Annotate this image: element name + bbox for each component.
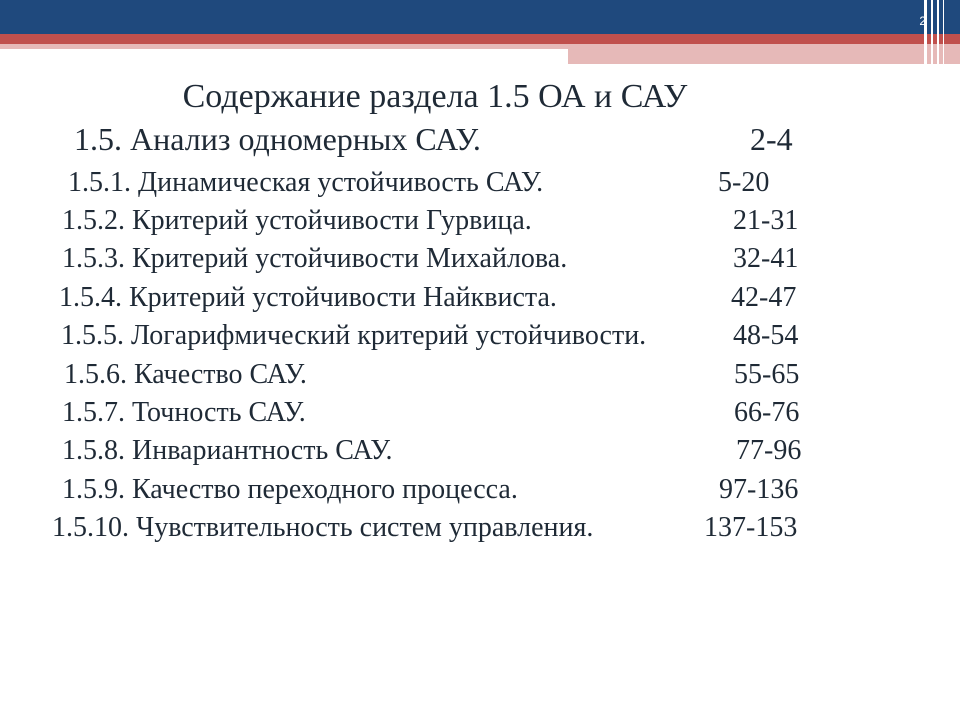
toc-entry	[62, 243, 799, 275]
toc-entry-text: 1.5.9. Качество переходного процесса.	[62, 474, 518, 505]
slide-number: 2	[919, 14, 926, 28]
toc-entry-text: 1.5.1. Динамическая устойчивость САУ.	[68, 167, 544, 198]
toc-entry-pages: 66-76	[734, 397, 800, 428]
toc-entry-text: 1.5.3. Критерий устойчивости Михайлова.	[62, 243, 568, 274]
toc-entry	[62, 397, 800, 429]
toc-entry-text: 1.5. Анализ одномерных САУ.	[74, 121, 481, 157]
toc-entry-text: 1.5.8. Инвариантность САУ.	[62, 435, 393, 466]
toc-entry-text: 1.5.5. Логарифмический критерий устойчивости.	[61, 320, 647, 351]
toc-entry-text: 1.5.6. Качество САУ.	[64, 359, 307, 390]
toc-entry-pages: 137-153	[704, 512, 798, 543]
header-bar-blue	[0, 0, 960, 34]
toc-entry-text: 1.5.4. Критерий устойчивости Найквиста.	[59, 282, 557, 313]
toc-entry	[62, 205, 799, 237]
header-stripe	[931, 0, 933, 66]
toc-entry-pages: 5-20	[718, 167, 770, 198]
toc-entry-pages: 77-96	[736, 435, 802, 466]
toc-entry	[62, 435, 802, 467]
toc-entry-text: 1.5.7. Точность САУ.	[62, 397, 306, 428]
toc-entry-pages: 32-41	[733, 243, 799, 274]
toc-entry-pages: 2-4	[750, 121, 793, 157]
toc-entry	[62, 474, 799, 506]
header-bar-red	[0, 34, 960, 44]
header-bar-pink	[0, 44, 568, 49]
toc-entry-pages: 48-54	[733, 320, 799, 351]
toc-entry	[68, 167, 770, 199]
toc-entry	[59, 282, 797, 314]
header-bar-pink-right	[568, 44, 960, 64]
toc-entry	[61, 320, 799, 352]
toc-entry	[52, 512, 798, 544]
toc-entry-text: 1.5.2. Критерий устойчивости Гурвица.	[62, 205, 532, 236]
toc-entry	[74, 121, 793, 158]
toc-entry-text: 1.5.10. Чувствительность систем управления.	[52, 512, 594, 543]
header-stripe	[937, 0, 939, 66]
toc-entry	[64, 359, 800, 391]
slide-title: Содержание раздела 1.5 ОА и САУ	[182, 78, 688, 115]
toc-entry-pages: 97-136	[719, 474, 799, 505]
toc-entry-pages: 21-31	[733, 205, 799, 236]
toc-entry-pages: 42-47	[731, 282, 797, 313]
header-stripe	[943, 0, 944, 66]
toc-entry-pages: 55-65	[734, 359, 800, 390]
header-stripe	[924, 0, 927, 66]
